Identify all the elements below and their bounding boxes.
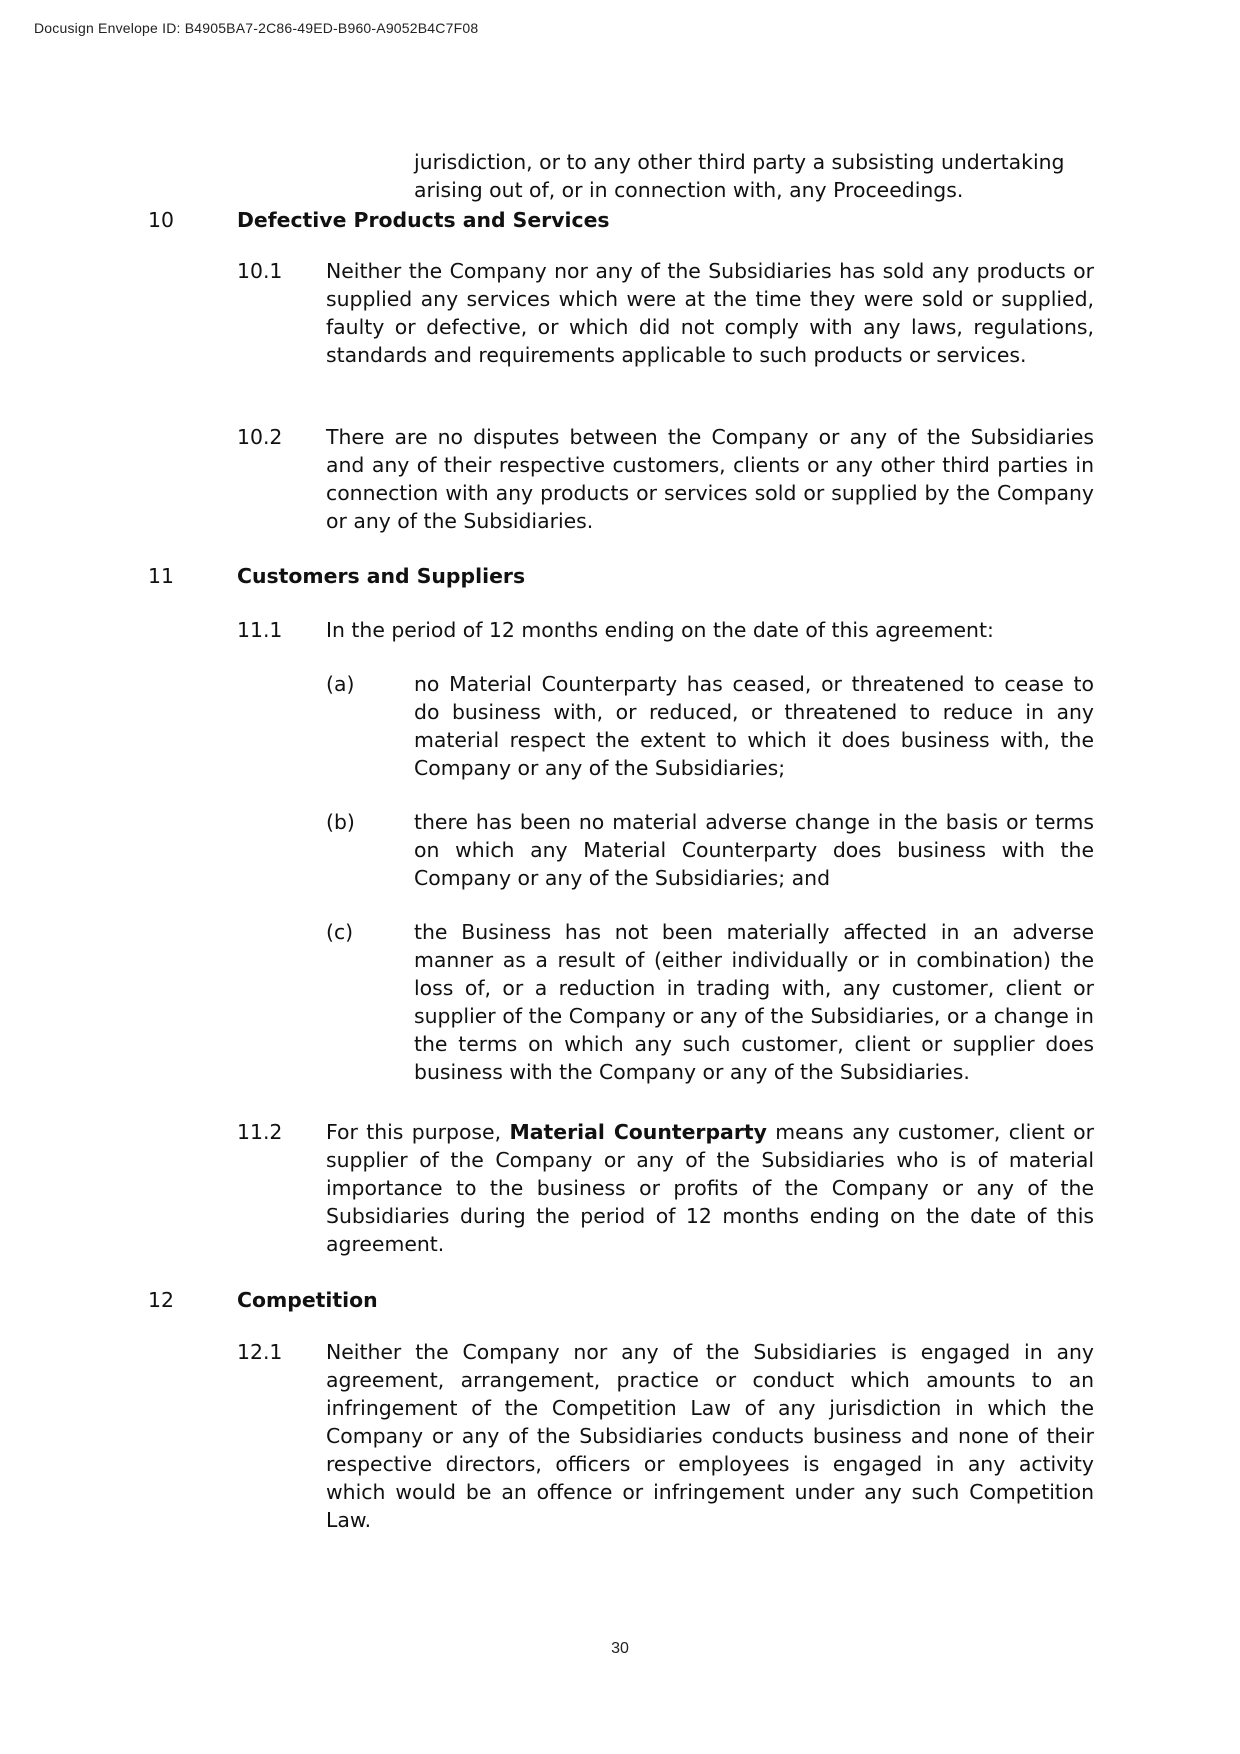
- section-10-number: 10: [148, 208, 174, 232]
- clause-10-2-number: 10.2: [237, 425, 283, 449]
- item-c-label: (c): [326, 920, 354, 944]
- section-12-number: 12: [148, 1288, 174, 1312]
- section-11-title: Customers and Suppliers: [237, 564, 526, 588]
- section-11-number: 11: [148, 564, 174, 588]
- clause-11-2-text: [326, 1118, 1094, 1258]
- clause-10-2-text: There are no disputes between the Company or any of the Subsidiaries and any of their respective customers, clients or any other third parties in connection with any products or services sold or supplied by the Company or any of the Subsidiaries.: [326, 425, 1094, 533]
- continuation-paragraph: jurisdiction, or to any other third party a subsisting undertaking arising out of, or in connection with, any Proceedings.: [414, 150, 1065, 202]
- clause-11-2-number: 11.2: [237, 1120, 283, 1144]
- item-b-text: there has been no material adverse change in the basis or terms on which any Material Counterparty does business with the Company or any of the Subsidiaries; and: [414, 810, 1094, 890]
- item-b-label: (b): [326, 810, 355, 834]
- item-c-text: the Business has not been materially affected in an adverse manner as a result of (either individually or in combination) the loss of, or a reduction in trading with, any customer, client or supplier of the Company or any of the Subsidiaries, or a change in the terms on which any such customer, client or supplier does business with the Company or any of the Subsidiaries.: [414, 920, 1094, 1084]
- clause-11-1-text: In the period of 12 months ending on the date of this agreement:: [326, 618, 994, 642]
- item-a-label: (a): [326, 672, 355, 696]
- clause-11-2-text-after: means any customer, client or supplier of the Company or any of the Subsidiaries who is of material importance to the business or profits of the Company or any of the Subsidiaries during the period of 12 months ending on the date of this agreement.: [326, 1120, 1094, 1256]
- clause-10-1-number: 10.1: [237, 259, 283, 283]
- clause-12-1-text: Neither the Company nor any of the Subsidiaries is engaged in any agreement, arrangement, practice or conduct which amounts to an infringement of the Competition Law of any jurisdiction in which the Company or any of the Subsidiaries conducts business and none of their respective directors, officers or employees is engaged in any activity which would be an offence or infringement under any such Competition Law.: [326, 1340, 1094, 1532]
- envelope-id-header: Docusign Envelope ID: B4905BA7-2C86-49ED-B960-A9052B4C7F08: [34, 20, 479, 36]
- item-a-text: no Material Counterparty has ceased, or threatened to cease to do business with, or reduced, or threatened to reduce in any material respect the extent to which it does business with, the Company or any of the Subsidiaries;: [414, 672, 1094, 780]
- section-12-title: Competition: [237, 1288, 378, 1312]
- clause-11-1-number: 11.1: [237, 618, 283, 642]
- page-number: 30: [611, 1640, 629, 1657]
- defined-term-material-counterparty: Material Counterparty: [509, 1120, 767, 1144]
- section-10-title: Defective Products and Services: [237, 208, 610, 232]
- clause-12-1-number: 12.1: [237, 1340, 283, 1364]
- clause-11-2-text-before: For this purpose,: [326, 1120, 510, 1144]
- clause-10-1-text: Neither the Company nor any of the Subsidiaries has sold any products or supplied any services which were at the time they were sold or supplied, faulty or defective, or which did not comply with any laws, regulations, standards and requirements applicable to such products or services.: [326, 259, 1094, 367]
